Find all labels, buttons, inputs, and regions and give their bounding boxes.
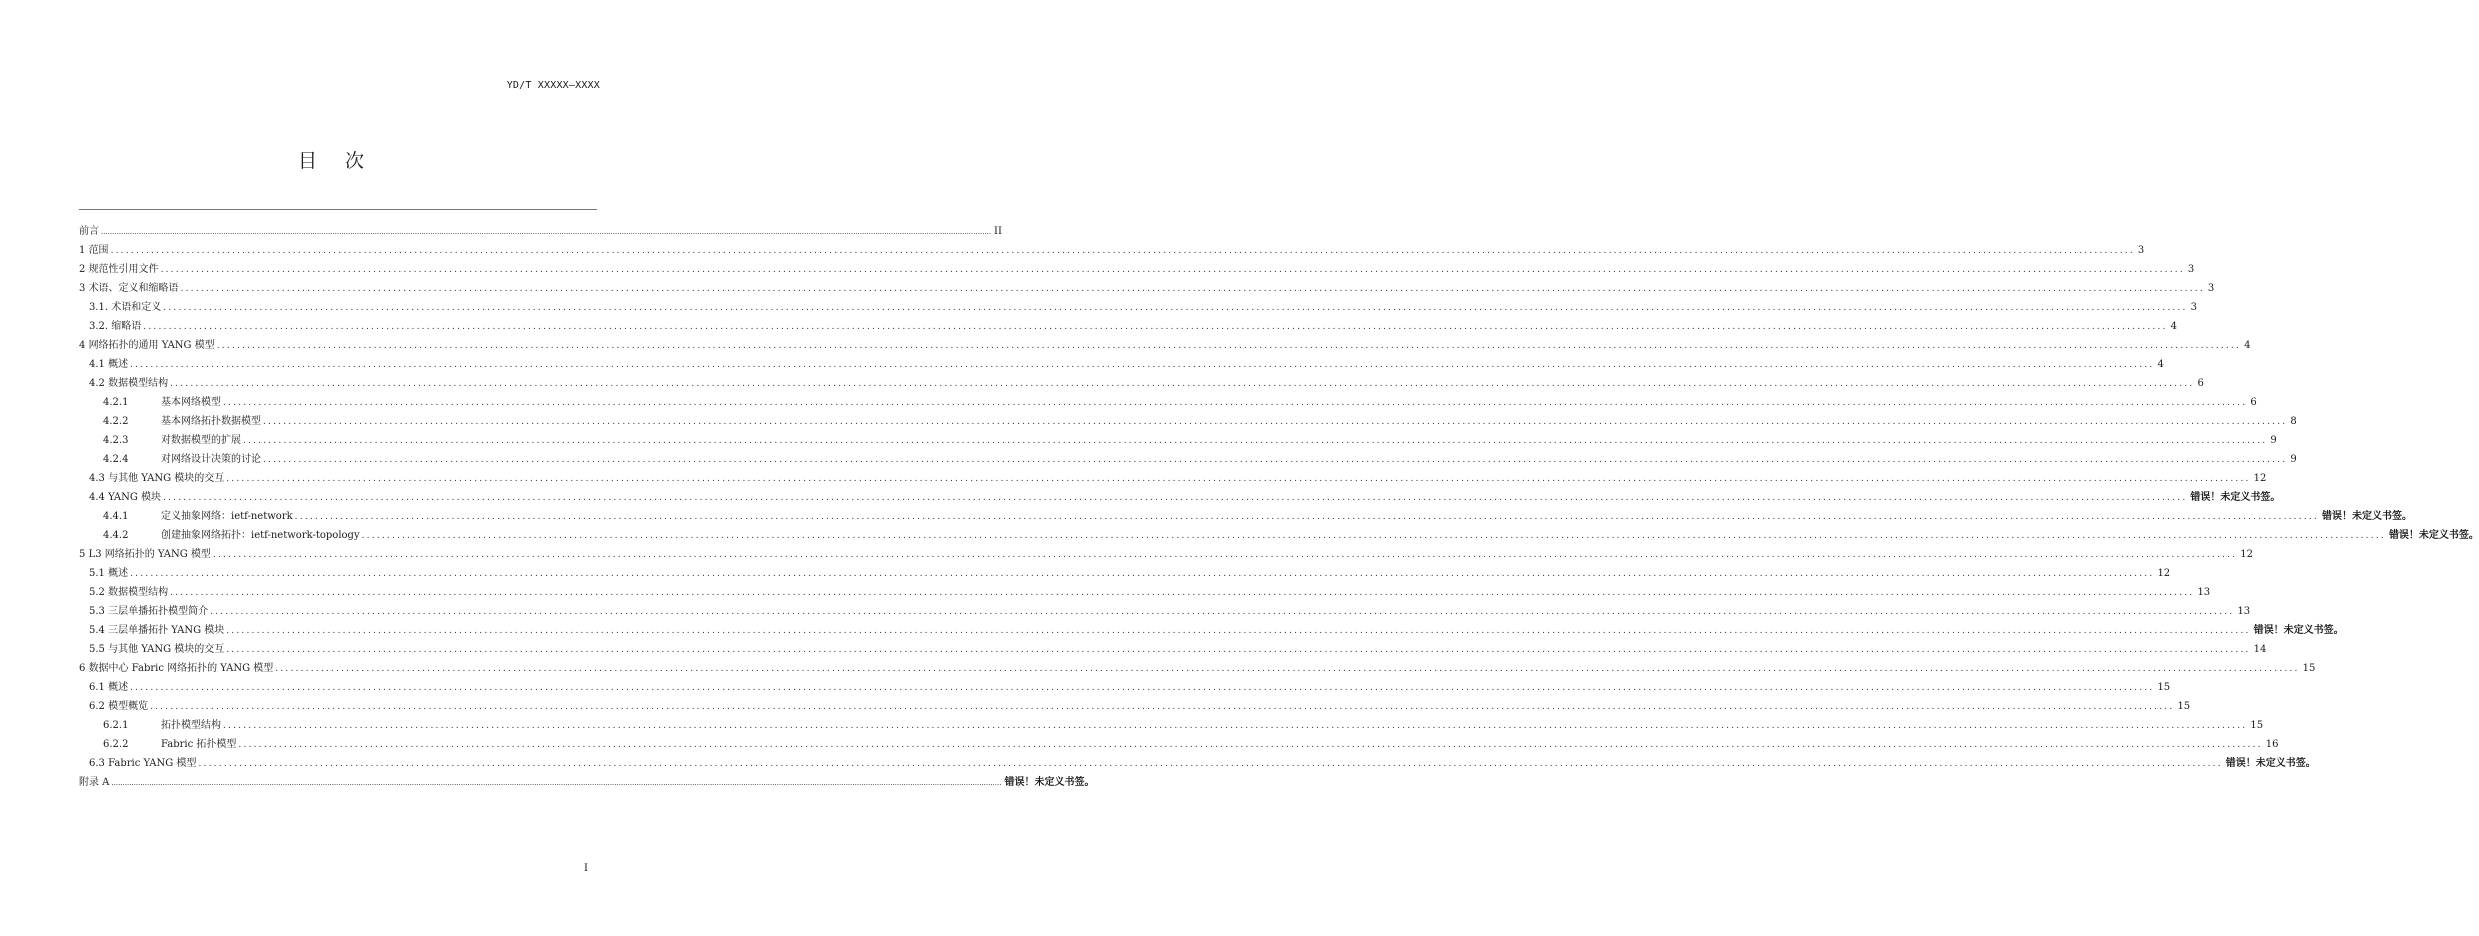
toc-entry[interactable] xyxy=(79,640,2267,659)
document-code: YD/T XXXXX—XXXX xyxy=(506,80,600,91)
dot-leader: ................................................................................................................................................................................................................................................................................................................................................................................................................ xyxy=(170,588,2195,598)
toc-entry-page: 错误！未定义书签。 xyxy=(2225,758,2316,769)
toc-entry-number: 5.3 xyxy=(89,606,105,617)
dot-leader: ................................................................................................................................................................................................................................................................................................................................................................................................................ xyxy=(216,341,2242,351)
dot-leader: ................................................................................................................................................................................................................................................................................................................................................................................................................ xyxy=(130,683,2155,693)
toc-entry-number: 1 xyxy=(79,245,86,256)
toc-entry[interactable] xyxy=(79,279,2215,298)
dot-leader: ................................................................................................................................................................................................................................................................................................................................................................................................................ xyxy=(163,493,2188,503)
toc-entry-text: Fabric YANG 模型 xyxy=(108,758,197,769)
toc-entry-label xyxy=(89,564,130,583)
page-title: 目次 xyxy=(297,150,392,172)
toc-entry-text: 术语、定义和缩略语 xyxy=(88,283,179,294)
toc-entry-text: 三层单播拓扑模型简介 xyxy=(108,606,209,617)
toc-entry-label xyxy=(89,469,226,488)
toc-entry[interactable] xyxy=(79,450,2297,469)
toc-entry-text: YANG 模块 xyxy=(108,492,162,503)
toc-entry-number: 5 xyxy=(79,549,86,560)
dot-leader: ................................................................................................................................................................................................................................................................................................................................................................................................................ xyxy=(160,265,2185,275)
toc-entry-text: 数据模型结构 xyxy=(108,378,169,389)
toc-entry-page: 16 xyxy=(2265,739,2279,750)
dot-leader: ................................................................................................................................................................................................................................................................................................................................................................................................................ xyxy=(226,645,2251,655)
toc-entry[interactable] xyxy=(79,507,2412,526)
toc-entry-label xyxy=(89,697,150,716)
toc-entry-text: 与其他 YANG 模块的交互 xyxy=(108,644,225,655)
toc-entry[interactable] xyxy=(79,545,2253,564)
dot-leader: ................................................................................................................................................................................................................................................................................................................................................................................................................ xyxy=(210,607,2235,617)
toc-entry-label xyxy=(79,773,111,792)
toc-entry-number: 4.2.3 xyxy=(103,435,129,446)
toc-entry-label xyxy=(79,260,161,279)
toc-entry-number: 4.2.1 xyxy=(103,397,129,408)
toc-entry-label xyxy=(103,735,238,754)
toc-entry[interactable] xyxy=(79,393,2257,412)
toc-entry[interactable] xyxy=(79,564,2171,583)
dot-leader: ................................................................................................................................................................................................................................................................................................................................................................................................................ xyxy=(170,379,2195,389)
toc-entry-page: 4 xyxy=(2170,321,2177,332)
toc-entry-number: 6.2.2 xyxy=(103,739,129,750)
toc-entry-number: 6.1 xyxy=(89,682,105,693)
toc-entry-label xyxy=(89,602,210,621)
toc-entry-label xyxy=(89,621,226,640)
dot-leader: ................................................................................................................................................................................................................................................................................................................................................................................................................ xyxy=(226,626,2251,636)
dot-leader: ................................................................................................................................................................................................................................................................................................................................................................................................................ xyxy=(275,664,2300,674)
toc-entry[interactable] xyxy=(79,583,2211,602)
toc-entry-number: 6 xyxy=(79,663,86,674)
toc-entry-page: 3 xyxy=(2187,264,2195,275)
page-number: I xyxy=(584,863,588,874)
toc-entry-text: 规范性引用文件 xyxy=(88,264,159,275)
toc-entry-label xyxy=(79,222,101,241)
toc-entry-page: 4 xyxy=(2244,340,2251,351)
toc-entry-text: 三层单播拓扑 YANG 模块 xyxy=(108,625,225,636)
toc-entry-page: 错误！未定义书签。 xyxy=(2190,492,2281,503)
toc-entry-label xyxy=(103,450,263,469)
toc-entry[interactable] xyxy=(79,355,2164,374)
toc-entry-label xyxy=(89,678,130,697)
toc-entry-page: II xyxy=(994,226,1002,237)
toc-entry-label xyxy=(89,298,163,317)
toc-entry-label xyxy=(79,545,213,564)
table-of-contents xyxy=(79,222,2479,792)
toc-entry[interactable] xyxy=(79,735,2279,754)
toc-entry-text: 与其他 YANG 模块的交互 xyxy=(108,473,225,484)
toc-entry-number: 3 xyxy=(79,283,86,294)
toc-entry-page: 15 xyxy=(2157,682,2171,693)
toc-entry-text: 数据模型结构 xyxy=(108,587,169,598)
toc-entry-number: 4.3 xyxy=(89,473,105,484)
toc-entry[interactable] xyxy=(79,412,2297,431)
dot-leader: ................................................................................................................................................................................................................................................................................................................................................................................................................ xyxy=(110,246,2135,256)
toc-entry-page: 错误！未定义书签。 xyxy=(2322,511,2412,522)
toc-entry-label xyxy=(79,336,217,355)
toc-entry-text: 概述 xyxy=(108,568,129,579)
toc-entry-page: 9 xyxy=(2290,454,2297,465)
toc-entry-number: 6.2.1 xyxy=(103,720,129,731)
toc-entry[interactable] xyxy=(79,697,2191,716)
toc-entry-page: 15 xyxy=(2177,701,2191,712)
toc-entry-page: 12 xyxy=(2253,473,2267,484)
toc-entry-number: 4.4 xyxy=(89,492,105,503)
toc-entry-page: 12 xyxy=(2157,568,2171,579)
toc-entry-label xyxy=(89,317,143,336)
toc-entry-text: 前言 xyxy=(79,226,99,237)
toc-entry-number: 2 xyxy=(79,264,86,275)
toc-entry-text: 缩略语 xyxy=(111,321,142,332)
toc-entry-text: L3 网络拓扑的 YANG 模型 xyxy=(88,549,211,560)
toc-entry-label xyxy=(89,374,170,393)
dot-leader: ................................................................................................................................................................................................................................................................................................................................................................................................................ xyxy=(130,360,2155,370)
toc-entry[interactable] xyxy=(79,241,2145,260)
toc-entry-page: 9 xyxy=(2270,435,2277,446)
dot-leader: ................................................................................................................................................................................................................................................................................................................................................................................................................ xyxy=(361,531,2386,541)
toc-entry-label xyxy=(79,241,111,260)
toc-entry-text: 定义抽象网络：ietf-network xyxy=(161,511,293,522)
toc-entry-text: 概述 xyxy=(108,359,129,370)
dot-leader: ................................................................................................................................................................................................................................................................................................................................................................................................................ xyxy=(150,702,2175,712)
toc-entry-page: 8 xyxy=(2290,416,2297,427)
toc-entry-page: 3 xyxy=(2137,245,2145,256)
toc-entry-label xyxy=(79,659,275,678)
toc-entry-label xyxy=(103,412,263,431)
toc-entry-page: 14 xyxy=(2253,644,2267,655)
toc-entry-number: 3.2. xyxy=(89,321,109,332)
toc-entry-number: 3.1. xyxy=(89,302,109,313)
dot-leader: ................................................................................................................................................................................................................................................................................................................................................................................................................ xyxy=(111,779,1002,787)
dot-leader: ................................................................................................................................................................................................................................................................................................................................................................................................................ xyxy=(263,455,2288,465)
toc-entry-text: 附录 A xyxy=(79,777,110,788)
toc-entry-text: 概述 xyxy=(108,682,129,693)
dot-leader: ................................................................................................................................................................................................................................................................................................................................................................................................................ xyxy=(223,398,2248,408)
dot-leader: ................................................................................................................................................................................................................................................................................................................................................................................................................ xyxy=(294,512,2319,522)
toc-entry-text: 对网络设计决策的讨论 xyxy=(161,454,261,465)
toc-entry-label xyxy=(89,640,226,659)
toc-entry-page: 错误！未定义书签。 xyxy=(2388,530,2479,541)
toc-entry[interactable] xyxy=(79,336,2251,355)
toc-entry-label xyxy=(103,393,223,412)
dot-leader: ................................................................................................................................................................................................................................................................................................................................................................................................................ xyxy=(243,436,2268,446)
toc-entry[interactable] xyxy=(79,222,1002,241)
toc-entry-text: 拓扑模型结构 xyxy=(161,720,221,731)
toc-entry-number: 6.2 xyxy=(89,701,105,712)
toc-entry-text: 基本网络拓扑数据模型 xyxy=(161,416,261,427)
toc-entry[interactable] xyxy=(79,488,2281,507)
dot-leader: ................................................................................................................................................................................................................................................................................................................................................................................................................ xyxy=(238,740,2263,750)
toc-entry-text: 网络拓扑的通用 YANG 模型 xyxy=(88,340,215,351)
toc-entry-page: 15 xyxy=(2250,720,2264,731)
toc-entry-number: 6.3 xyxy=(89,758,105,769)
toc-entry-page: 15 xyxy=(2302,663,2316,674)
toc-entry-number: 4.2 xyxy=(89,378,105,389)
toc-entry[interactable] xyxy=(79,298,2197,317)
toc-entry-text: 数据中心 Fabric 网络拓扑的 YANG 模型 xyxy=(88,663,274,674)
dot-leader: ................................................................................................................................................................................................................................................................................................................................................................................................................ xyxy=(163,303,2188,313)
dot-leader: ................................................................................................................................................................................................................................................................................................................................................................................................................ xyxy=(180,284,2205,294)
toc-entry-page: 12 xyxy=(2240,549,2253,560)
toc-entry-page: 错误！未定义书签。 xyxy=(1004,777,1095,788)
dot-leader: ................................................................................................................................................................................................................................................................................................................................................................................................................ xyxy=(101,228,992,236)
toc-entry[interactable] xyxy=(79,659,2316,678)
toc-entry-number: 5.1 xyxy=(89,568,105,579)
toc-entry-number: 4.1 xyxy=(89,359,105,370)
toc-entry[interactable] xyxy=(79,431,2277,450)
toc-entry[interactable] xyxy=(79,317,2177,336)
toc-entry-page: 3 xyxy=(2207,283,2215,294)
toc-entry[interactable] xyxy=(79,469,2267,488)
toc-entry-text: 模型概览 xyxy=(108,701,149,712)
toc-entry-text: 基本网络模型 xyxy=(161,397,221,408)
toc-entry[interactable] xyxy=(79,716,2264,735)
dot-leader: ................................................................................................................................................................................................................................................................................................................................................................................................................ xyxy=(263,417,2288,427)
dot-leader: ................................................................................................................................................................................................................................................................................................................................................................................................................ xyxy=(226,474,2251,484)
toc-entry-text: 范围 xyxy=(88,245,109,256)
toc-entry-label xyxy=(89,583,170,602)
toc-entry-label xyxy=(89,488,163,507)
toc-entry-number: 5.4 xyxy=(89,625,105,636)
toc-entry-label xyxy=(103,716,223,735)
toc-entry-label xyxy=(103,507,295,526)
toc-entry-page: 错误！未定义书签。 xyxy=(2253,625,2344,636)
toc-entry-page: 3 xyxy=(2190,302,2197,313)
toc-entry-number: 4.4.1 xyxy=(103,511,129,522)
toc-entry[interactable] xyxy=(79,374,2204,393)
toc-entry-page: 13 xyxy=(2237,606,2251,617)
dot-leader: ................................................................................................................................................................................................................................................................................................................................................................................................................ xyxy=(143,322,2168,332)
toc-entry-page: 4 xyxy=(2157,359,2164,370)
toc-entry[interactable] xyxy=(79,621,2344,640)
toc-entry-text: Fabric 拓扑模型 xyxy=(161,739,237,750)
toc-entry[interactable] xyxy=(79,526,2479,545)
toc-entry-text: 对数据模型的扩展 xyxy=(161,435,241,446)
toc-entry-number: 4.2.4 xyxy=(103,454,129,465)
toc-entry-page: 13 xyxy=(2197,587,2211,598)
toc-entry-number: 4.4.2 xyxy=(103,530,129,541)
toc-entry-label xyxy=(89,754,198,773)
toc-entry-label xyxy=(103,526,362,545)
toc-entry-number: 4.2.2 xyxy=(103,416,129,427)
dot-leader: ................................................................................................................................................................................................................................................................................................................................................................................................................ xyxy=(212,550,2238,560)
toc-entry-text: 创建抽象网络拓扑：ietf-network-topology xyxy=(161,530,360,541)
header-rule xyxy=(79,209,597,210)
dot-leader: ................................................................................................................................................................................................................................................................................................................................................................................................................ xyxy=(198,759,2223,769)
toc-entry-label xyxy=(89,355,130,374)
toc-entry-number: 5.2 xyxy=(89,587,105,598)
toc-entry[interactable] xyxy=(79,773,1095,792)
toc-entry-page: 6 xyxy=(2197,378,2204,389)
toc-entry[interactable] xyxy=(79,602,2251,621)
toc-entry-label xyxy=(103,431,243,450)
dot-leader: ................................................................................................................................................................................................................................................................................................................................................................................................................ xyxy=(223,721,2248,731)
toc-entry-number: 4 xyxy=(79,340,86,351)
toc-entry-page: 6 xyxy=(2250,397,2257,408)
toc-entry-number: 5.5 xyxy=(89,644,105,655)
dot-leader: ................................................................................................................................................................................................................................................................................................................................................................................................................ xyxy=(130,569,2155,579)
toc-entry-label xyxy=(79,279,181,298)
toc-entry[interactable] xyxy=(79,678,2171,697)
toc-entry[interactable] xyxy=(79,754,2316,773)
toc-entry-text: 术语和定义 xyxy=(111,302,162,313)
toc-entry[interactable] xyxy=(79,260,2195,279)
